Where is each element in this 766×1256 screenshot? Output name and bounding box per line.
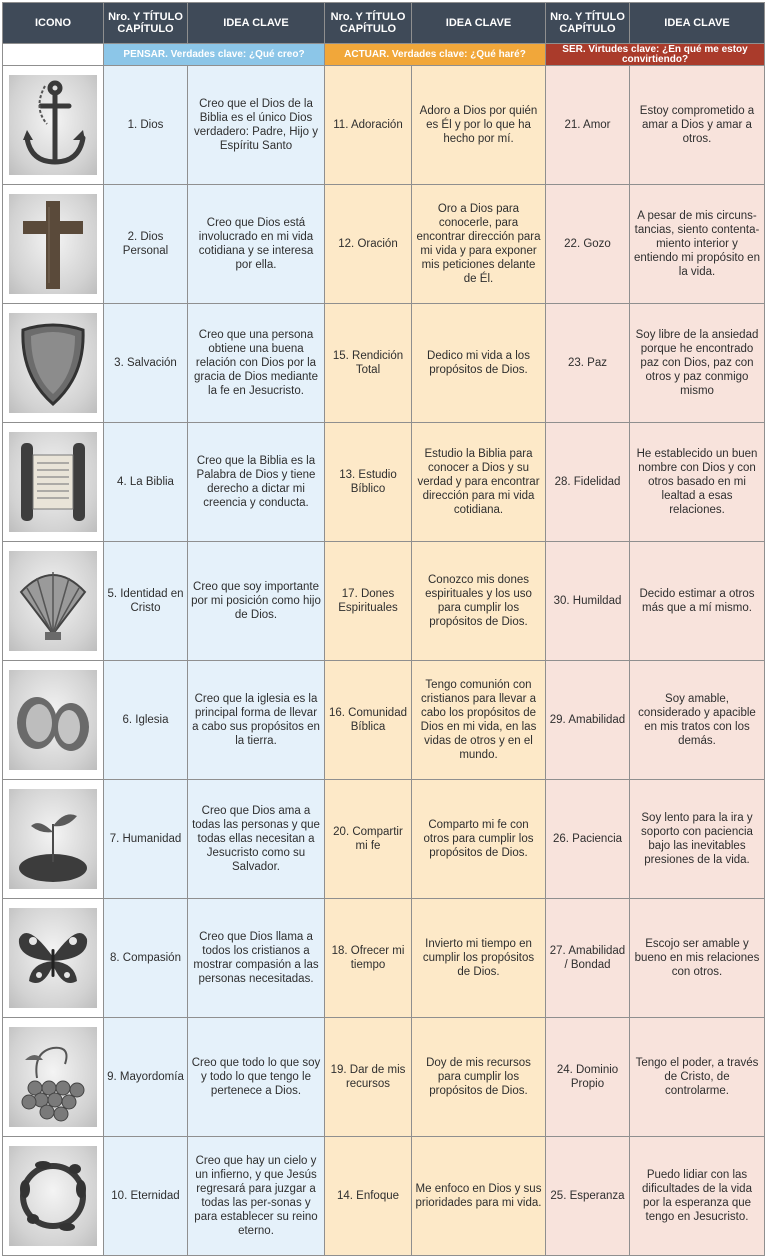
idea-ser: Tengo el poder, a través de Cristo, de controlarme. [630, 1018, 765, 1137]
chapter-actuar: 20. Compartir mi fe [325, 780, 412, 899]
header-idea-2: IDEA CLAVE [412, 3, 546, 44]
icon-cell [3, 542, 104, 661]
header-icono: ICONO [3, 3, 104, 44]
table-row [3, 899, 765, 1018]
chapter-ser: 30. Humildad [546, 542, 630, 661]
bread-icon [9, 670, 97, 770]
sprout-icon [9, 789, 97, 889]
idea-ser: Decido estimar a otros más que a mí mismo. [630, 542, 765, 661]
anchor-icon [9, 75, 97, 175]
table-row [3, 661, 765, 780]
seashell-icon [9, 551, 97, 651]
chapter-actuar: 16. Comunidad Bíblica [325, 661, 412, 780]
chapter-pensar: 3. Salvación [104, 304, 188, 423]
table-row [3, 1137, 765, 1256]
chapter-pensar: 5. Identidad en Cristo [104, 542, 188, 661]
section-blank [3, 44, 104, 66]
section-pensar: PENSAR. Verdades clave: ¿Qué creo? [104, 44, 325, 66]
table-row [3, 780, 765, 899]
icon-cell [3, 1137, 104, 1256]
header-nro-3: Nro. Y TÍTULO CAPÍTULO [546, 3, 630, 44]
icon-cell [3, 185, 104, 304]
chapter-ser: 24. Dominio Propio [546, 1018, 630, 1137]
chapter-pensar: 1. Dios [104, 66, 188, 185]
idea-pensar: Creo que Dios ama a todas las personas y que todas ellas necesitan a Jesucristo como su Salvador. [188, 780, 325, 899]
chapter-pensar: 4. La Biblia [104, 423, 188, 542]
idea-pensar: Creo que Dios está involucrado en mi vida cotidiana y se interesa por ella. [188, 185, 325, 304]
idea-pensar: Creo que soy importante por mi posición como hijo de Dios. [188, 542, 325, 661]
table-row [3, 1018, 765, 1137]
chapter-pensar: 9. Mayordomía [104, 1018, 188, 1137]
chapter-ser: 23. Paz [546, 304, 630, 423]
cross-icon [9, 194, 97, 294]
chapter-actuar: 11. Adoración [325, 66, 412, 185]
chapter-actuar: 13. Estudio Bíblico [325, 423, 412, 542]
idea-ser: He establecido un buen nombre con Dios y con otros basado en mi lealtad a esas relaciones. [630, 423, 765, 542]
idea-pensar: Creo que Dios llama a todos los cristianos a mostrar compasión a las personas necesitadas. [188, 899, 325, 1018]
idea-ser: Soy lento para la ira y soporto con paciencia bajo las inevitables presiones de la vida. [630, 780, 765, 899]
idea-pensar: Creo que la Biblia es la Palabra de Dios y tiene derecho a dictar mi creencia y conducta. [188, 423, 325, 542]
idea-ser: Escojo ser amable y bueno en mis relaciones con otros. [630, 899, 765, 1018]
icon-cell [3, 423, 104, 542]
chapter-ser: 29. Amabilidad [546, 661, 630, 780]
chapter-ser: 22. Gozo [546, 185, 630, 304]
idea-actuar: Comparto mi fe con otros para cumplir los propósitos de Dios. [412, 780, 546, 899]
idea-pensar: Creo que hay un cielo y un infierno, y que Jesús regresará para juzgar a todas las per-sonas y para establecer su reino eterno. [188, 1137, 325, 1256]
chapter-pensar: 8. Compasión [104, 899, 188, 1018]
table-row [3, 542, 765, 661]
idea-actuar: Estudio la Biblia para conocer a Dios y su verdad y para encontrar dirección para mi vida cotidiana. [412, 423, 546, 542]
idea-pensar: Creo que el Dios de la Biblia es el único Dios verdadero: Padre, Hijo y Espíritu Santo [188, 66, 325, 185]
idea-actuar: Oro a Dios para conocerle, para encontrar dirección para mi vida y para exponer mis peticiones delante de Él. [412, 185, 546, 304]
chapter-actuar: 18. Ofrecer mi tiempo [325, 899, 412, 1018]
chapter-pensar: 10. Eternidad [104, 1137, 188, 1256]
header-row [3, 3, 765, 44]
chapter-ser: 26. Paciencia [546, 780, 630, 899]
scroll-icon [9, 432, 97, 532]
icon-cell [3, 899, 104, 1018]
idea-ser: Soy libre de la ansiedad porque he encontrado paz con Dios, paz con otros y paz conmigo mismo [630, 304, 765, 423]
chapter-actuar: 14. Enfoque [325, 1137, 412, 1256]
butterfly-icon [9, 908, 97, 1008]
icon-cell [3, 304, 104, 423]
idea-ser: Estoy comprometido a amar a Dios y amar a otros. [630, 66, 765, 185]
icon-cell [3, 661, 104, 780]
chapter-pensar: 7. Humanidad [104, 780, 188, 899]
idea-actuar: Tengo comunión con cristianos para llevar a cabo los propósitos de Dios en mi vida, en las vidas de otros y en el mundo. [412, 661, 546, 780]
chapter-actuar: 19. Dar de mis recursos [325, 1018, 412, 1137]
table-row [3, 185, 765, 304]
idea-pensar: Creo que todo lo que soy y todo lo que tengo le pertenece a Dios. [188, 1018, 325, 1137]
idea-actuar: Dedico mi vida a los propósitos de Dios. [412, 304, 546, 423]
idea-ser: A pesar de mis circuns-tancias, siento contenta-miento interior y entiendo mi propósito en la vida. [630, 185, 765, 304]
icon-cell [3, 780, 104, 899]
table-row [3, 423, 765, 542]
icon-cell [3, 1018, 104, 1137]
section-row [3, 44, 765, 66]
shield-icon [9, 313, 97, 413]
icon-cell [3, 66, 104, 185]
section-ser: SER. Virtudes clave: ¿En qué me estoy convirtiendo? [546, 44, 765, 66]
idea-actuar: Adoro a Dios por quién es Él y por lo que ha hecho por mí. [412, 66, 546, 185]
idea-pensar: Creo que una persona obtiene una buena relación con Dios por la gracia de Dios mediante la fe en Jesucristo. [188, 304, 325, 423]
idea-actuar: Doy de mis recursos para cumplir los propósitos de Dios. [412, 1018, 546, 1137]
chapter-ser: 27. Amabilidad / Bondad [546, 899, 630, 1018]
header-nro-2: Nro. Y TÍTULO CAPÍTULO [325, 3, 412, 44]
wreath-icon [9, 1146, 97, 1246]
chapter-actuar: 17. Dones Espirituales [325, 542, 412, 661]
chapter-actuar: 15. Rendición Total [325, 304, 412, 423]
idea-pensar: Creo que la iglesia es la principal forma de llevar a cabo sus propósitos en la tierra. [188, 661, 325, 780]
idea-ser: Puedo lidiar con las dificultades de la vida por la esperanza que tengo en Jesucristo. [630, 1137, 765, 1256]
grapes-icon [9, 1027, 97, 1127]
chapter-ser: 28. Fidelidad [546, 423, 630, 542]
idea-ser: Soy amable, considerado y apacible en mis tratos con los demás. [630, 661, 765, 780]
header-idea-3: IDEA CLAVE [630, 3, 765, 44]
table-row [3, 304, 765, 423]
chapter-actuar: 12. Oración [325, 185, 412, 304]
idea-actuar: Conozco mis dones espirituales y los uso para cumplir los propósitos de Dios. [412, 542, 546, 661]
virtues-table [2, 2, 765, 1256]
chapter-ser: 25. Esperanza [546, 1137, 630, 1256]
table-row [3, 66, 765, 185]
section-actuar: ACTUAR. Verdades clave: ¿Qué haré? [325, 44, 546, 66]
header-idea-1: IDEA CLAVE [188, 3, 325, 44]
idea-actuar: Me enfoco en Dios y sus prioridades para mi vida. [412, 1137, 546, 1256]
idea-actuar: Invierto mi tiempo en cumplir los propósitos de Dios. [412, 899, 546, 1018]
chapter-ser: 21. Amor [546, 66, 630, 185]
chapter-pensar: 6. Iglesia [104, 661, 188, 780]
chapter-pensar: 2. Dios Personal [104, 185, 188, 304]
header-nro-1: Nro. Y TÍTULO CAPÍTULO [104, 3, 188, 44]
